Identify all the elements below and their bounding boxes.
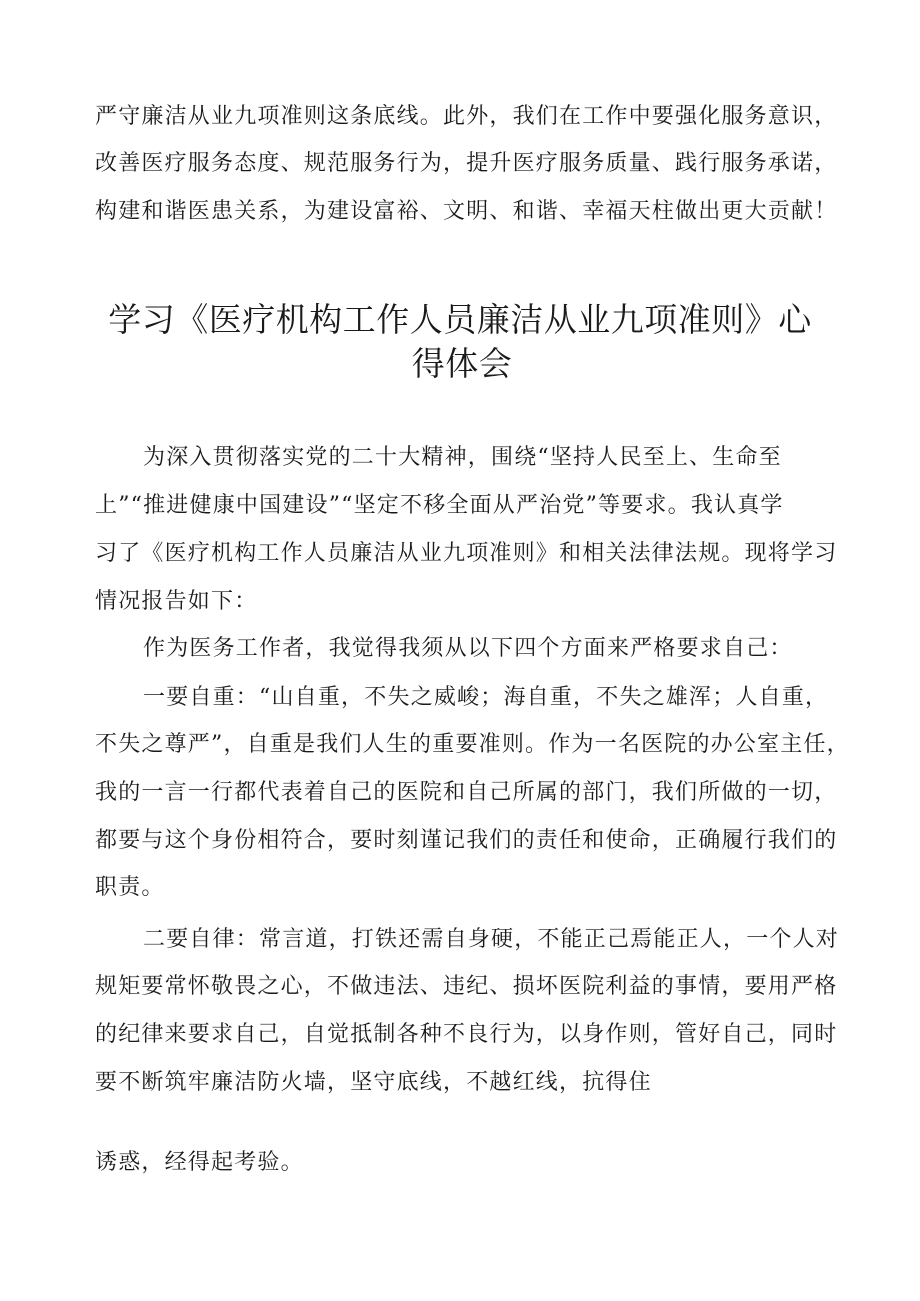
text-line: 上”“推进健康中国建设”“坚定不移全面从严治党”等要求。我认真学	[95, 493, 784, 518]
text-line: 习了《医疗机构工作人员廉洁从业九项准则》和相关法律法规。现将学习	[95, 541, 838, 566]
text-line: 改善医疗服务态度、规范服务行为，提升医疗服务质量、践行服务承诺，	[95, 151, 838, 176]
text-line: 一要自重：“山自重，不失之威峻；海自重，不失之雄浑；人自重，	[143, 685, 829, 710]
continuation-line: 诱惑，经得起考验。	[95, 1150, 304, 1175]
text-line: 为深入贯彻落实党的二十大精神，围绕“坚持人民至上、生命至	[143, 445, 782, 470]
text-line: 二要自律：常言道，打铁还需自身硬，不能正己焉能正人，一个人对	[143, 927, 840, 952]
text-line: 的纪律来要求自己，自觉抵制各种不良行为，以身作则，管好自己，同时	[95, 1022, 838, 1047]
text-line: 要不断筑牢廉洁防火墙，坚守底线，不越红线，抗得住	[95, 1070, 652, 1095]
text-line: 职责。	[95, 875, 165, 900]
title-line-2: 得体会	[411, 344, 513, 383]
text-line: 规矩要常怀敬畏之心，不做违法、违纪、损坏医院利益的事情，要用严格	[95, 974, 838, 999]
title-line-1: 学习《医疗机构工作人员廉洁从业九项准则》心	[108, 300, 812, 339]
text-line: 作为医务工作者，我觉得我须从以下四个方面来严格要求自己：	[143, 636, 793, 661]
text-line: 构建和谐医患关系，为建设富裕、文明、和谐、幸福天柱做出更大贡献！	[95, 199, 838, 224]
text-line: 严守廉洁从业九项准则这条底线。此外，我们在工作中要强化服务意识，	[95, 104, 838, 129]
text-line: 情况报告如下：	[95, 589, 258, 614]
text-line: 不失之尊严”，自重是我们人生的重要准则。作为一名医院的办公室主任，	[95, 732, 850, 757]
text-line: 我的一言一行都代表着自己的医院和自己所属的部门，我们所做的一切，	[95, 780, 838, 805]
text-line: 都要与这个身份相符合，要时刻谨记我们的责任和使命，正确履行我们的	[95, 828, 838, 853]
